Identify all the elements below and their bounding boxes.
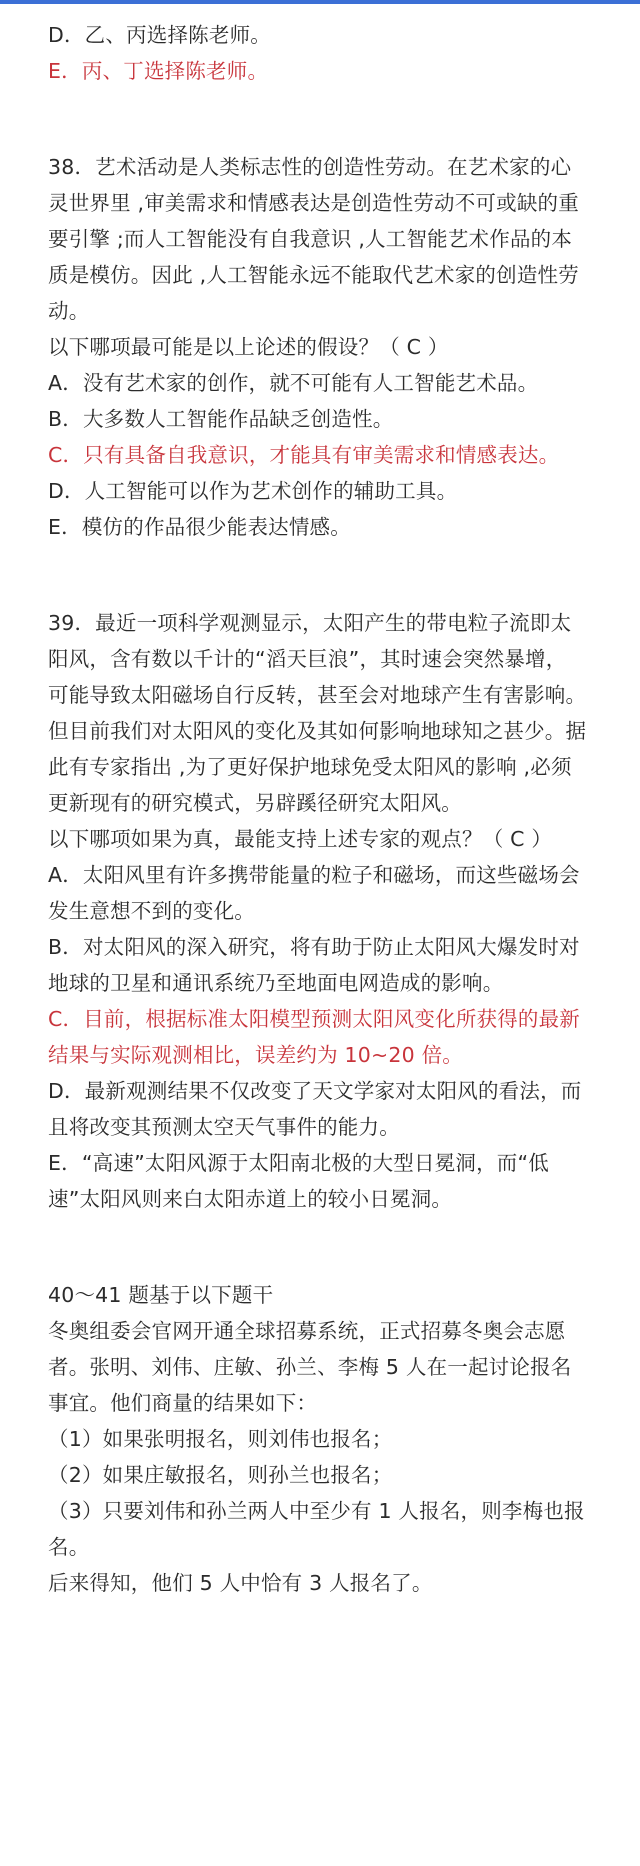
- q39-stem-line: 39．最近一项科学观测显示，太阳产生的带电粒子流即太: [48, 611, 572, 635]
- q39-option-e: E．“高速”太阳风源于太阳南北极的大型日冕洞，而“低: [48, 1151, 550, 1175]
- q38-option-b: B．大多数人工智能作品缺乏创造性。: [48, 407, 394, 431]
- q38-stem-line: 38．艺术活动是人类标志性的创造性劳动。在艺术家的心: [48, 155, 572, 179]
- q39-option-a: A．太阳风里有许多携带能量的粒子和磁场，而这些磁场会: [48, 863, 580, 887]
- q38-stem-line: 要引擎 ;而人工智能没有自我意识 ,人工智能艺术作品的本: [48, 227, 573, 251]
- q38-question: 以下哪项最可能是以上论述的假设？（ C ）: [48, 335, 449, 359]
- q39-option-c-answer-cont: 结果与实际观测相比，误差约为 10~20 倍。: [48, 1043, 463, 1067]
- q38-option-c-answer: C．只有具备自我意识，才能具有审美需求和情感表达。: [48, 443, 560, 467]
- q39-option-b-cont: 地球的卫星和通讯系统乃至地面电网造成的影响。: [48, 971, 504, 995]
- q38-stem-line: 质是模仿。因此 ,人工智能永远不能取代艺术家的创造性劳: [48, 263, 579, 287]
- q40-41-condition-1: （1）如果张明报名，则刘伟也报名；: [48, 1427, 393, 1451]
- q39-option-a-cont: 发生意想不到的变化。: [48, 899, 255, 923]
- q39-stem-line: 可能导致太阳磁场自行反转，甚至会对地球产生有害影响。: [48, 683, 587, 707]
- q40-41-conclusion: 后来得知，他们 5 人中恰有 3 人报名了。: [48, 1571, 433, 1595]
- q39-option-c-answer: C．目前，根据标准太阳模型预测太阳风变化所获得的最新: [48, 1007, 581, 1031]
- q38-option-e: E．模仿的作品很少能表达情感。: [48, 515, 351, 539]
- q37-option-d: D．乙、丙选择陈老师。: [48, 23, 271, 47]
- q38-option-d: D．人工智能可以作为艺术创作的辅助工具。: [48, 479, 458, 503]
- q39-stem-line: 但目前我们对太阳风的变化及其如何影响地球知之甚少。据: [48, 719, 587, 743]
- q40-41-condition-2: （2）如果庄敏报名，则孙兰也报名；: [48, 1463, 393, 1487]
- q39-option-d-cont: 且将改变其预测太空天气事件的能力。: [48, 1115, 400, 1139]
- q39-option-b: B．对太阳风的深入研究，将有助于防止太阳风大爆发时对: [48, 935, 580, 959]
- q40-41-condition-3-cont: 名。: [48, 1535, 90, 1559]
- top-accent-bar: [0, 0, 640, 4]
- q39-question: 以下哪项如果为真，最能支持上述专家的观点？（ C ）: [48, 827, 553, 851]
- q39-stem-line: 阳风，含有数以千计的“滔天巨浪”，其时速会突然暴增，: [48, 647, 567, 671]
- q37-option-e-answer: E．丙、丁选择陈老师。: [48, 59, 269, 83]
- q39-stem-line: 此有专家指出 ,为了更好保护地球免受太阳风的影响 ,必须: [48, 755, 572, 779]
- q40-41-header: 40～41 题基于以下题干: [48, 1283, 274, 1307]
- q39-stem-line: 更新现有的研究模式，另辟蹊径研究太阳风。: [48, 791, 462, 815]
- q38-stem-line: 灵世界里 ,审美需求和情感表达是创造性劳动不可或缺的重: [48, 191, 579, 215]
- q38-stem-line: 动。: [48, 299, 90, 323]
- q38-option-a: A．没有艺术家的创作，就不可能有人工智能艺术品。: [48, 371, 539, 395]
- q40-41-stem-line: 冬奥组委会官网开通全球招募系统，正式招募冬奥会志愿: [48, 1319, 566, 1343]
- q40-41-stem-line: 者。张明、刘伟、庄敏、孙兰、李梅 5 人在一起讨论报名: [48, 1355, 572, 1379]
- q39-option-d: D．最新观测结果不仅改变了天文学家对太阳风的看法，而: [48, 1079, 582, 1103]
- q40-41-stem-line: 事宜。他们商量的结果如下：: [48, 1391, 318, 1415]
- q39-option-e-cont: 速”太阳风则来白太阳赤道上的较小日冕洞。: [48, 1187, 453, 1211]
- q40-41-condition-3: （3）只要刘伟和孙兰两人中至少有 1 人报名，则李梅也报: [48, 1499, 585, 1523]
